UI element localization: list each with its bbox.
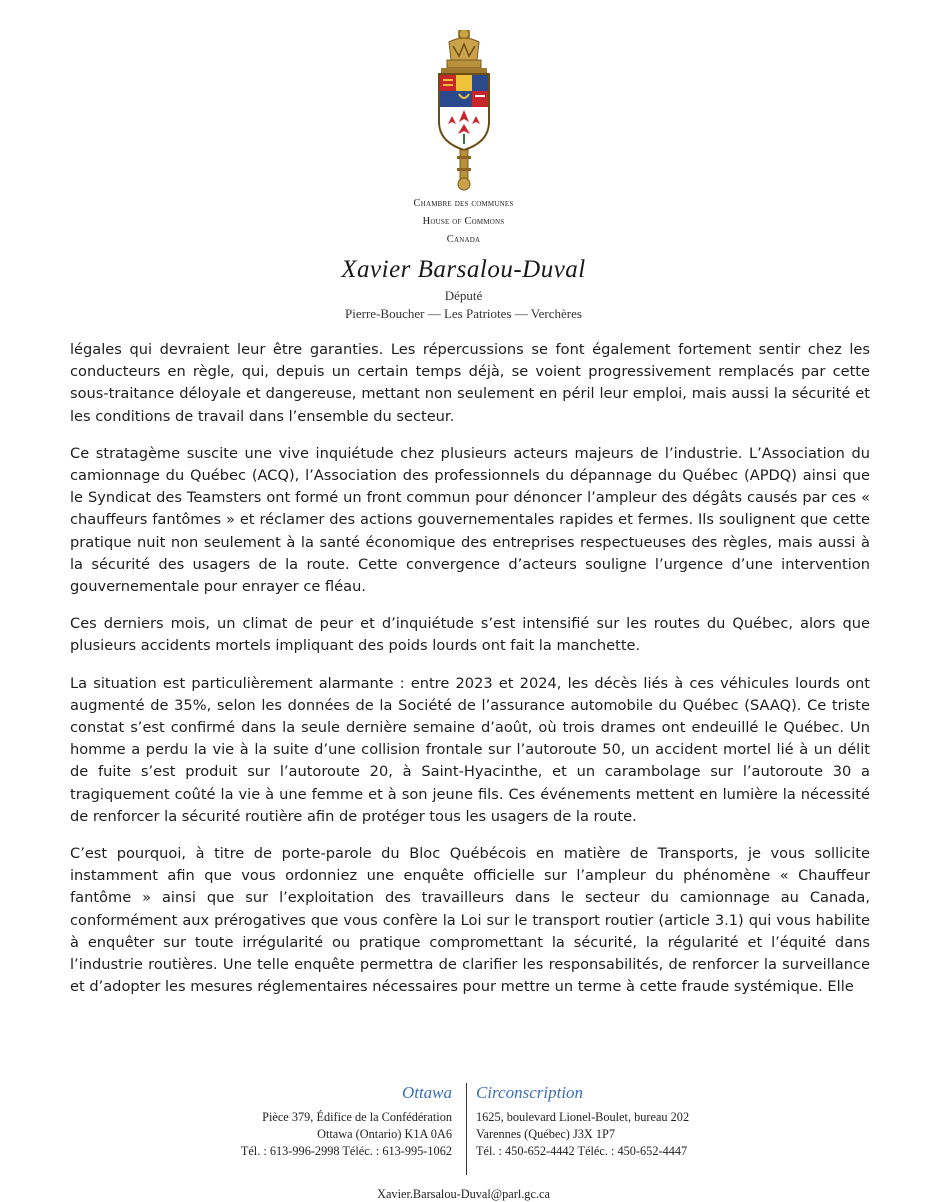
- institution-name-en: House of Commons: [422, 216, 505, 227]
- body-paragraph-4: La situation est particulièrement alarmante : entre 2023 et 2024, les décès liés à ces véhicules lourds ont augmenté de 35%, selon les données de la Société de l’assurance automobile du Québec (SAAQ). Ce triste constat s’est confirmé dans la seule dernière semaine d’août, où trois drames ont endeuillé le Québec. Un homme a perdu la vie à la suite d’une collision frontale sur l’autoroute 50, un accident mortel lié à un délit de fuite s’est produit sur l’autoroute 20, à Saint-Hyacinthe, et un carambolage sur l’autoroute 30 a tragiquement coûté la vie à une femme et à son jeune fils. Ces événements mettent en lumière la nécessité de renforcer la sécurité routière afin de protéger tous les usagers de la route.: [70, 674, 870, 825]
- ottawa-phones: Tél. : 613-996-2998 Téléc. : 613-995-1062: [240, 1144, 452, 1158]
- riding-phones: Tél. : 450-652-4442 Téléc. : 450-652-4447: [476, 1144, 688, 1158]
- footer-divider: [466, 1083, 467, 1175]
- letterhead: [0, 30, 927, 322]
- ottawa-address-line-2: Ottawa (Ontario) K1A 0A6: [317, 1127, 452, 1141]
- institution-name-fr: Chambre des communes: [413, 198, 514, 209]
- body-paragraph-3: Ces derniers mois, un climat de peur et d’inquiétude s’est intensifié sur les routes du Québec, alors que plusieurs accidents mortels impliquant des poids lourds ont fait la manchette.: [70, 615, 870, 655]
- riding-address-line-2: Varennes (Québec) J3X 1P7: [476, 1127, 615, 1141]
- email-address[interactable]: Xavier.Barsalou-Duval@parl.gc.ca: [377, 1187, 550, 1201]
- letter-body: [70, 339, 870, 1013]
- house-of-commons-mace-crest-icon: [419, 30, 509, 192]
- riding-address-line-1: 1625, boulevard Lionel-Boulet, bureau 202: [476, 1110, 690, 1124]
- riding-office-block: [476, 1083, 756, 1160]
- mp-role: Député: [444, 288, 483, 303]
- body-paragraph-2: Ce stratagème suscite une vive inquiétude chez plusieurs acteurs majeurs de l’industrie. L’Association du camionnage du Québec (ACQ), l’Association des professionnels du dépannage du Québec (APDQ) ainsi que le Syndicat des Teamsters ont formé un front commun pour dénoncer l’ampleur des dégâts causés par ces « chauffeurs fantômes » et réclamer des actions gouvernementales rapides et fermes. Ils soulignent que cette pratique nuit non seulement à la santé économique des entreprises respectueuses des règles, mais aussi à la sécurité des usagers de la route. Cette convergence d’acteurs souligne l’urgence d’une intervention gouvernementale pour enrayer ce fléau.: [70, 444, 870, 596]
- mp-name-signature: Xavier Barsalou-Duval: [341, 256, 586, 283]
- mp-riding: Pierre-Boucher — Les Patriotes — Verchères: [345, 306, 582, 321]
- ottawa-office-block: [190, 1083, 452, 1160]
- riding-office-heading: Circonscription: [476, 1083, 584, 1102]
- institution-country: Canada: [446, 234, 481, 245]
- body-paragraph-5: C’est pourquoi, à titre de porte-parole du Bloc Québécois en matière de Transports, je vous sollicite instamment afin que vous ordonniez une enquête officielle sur l’ampleur du phénomène « Chauffeur fantôme » ainsi que sur l’exploitation des travailleurs dans le secteur du camionnage au Canada, conformément aux prérogatives que vous confère la Loi sur le transport routier (article 3.1) qui vous habilite à enquêter sur toute irrégularité ou pratique compromettant la sécurité, la régularité et l’équité dans l’industrie routières. Une telle enquête permettra de clarifier les responsabilités, de renforcer la surveillance et d’adopter les mesures réglementaires nécessaires pour mettre un terme à cette fraude systémique. Elle: [70, 845, 870, 996]
- body-paragraph-1: légales qui devraient leur être garanties. Les répercussions se font également fortement sentir chez les conducteurs en règle, qui, depuis un certain temps déjà, se voient progressivement remplacés par cette sous-traitance déloyale et dangereuse, mettant non seulement en péril leur emploi, mais aussi la sécurité et les conditions de travail dans l’ensemble du secteur.: [70, 341, 870, 425]
- ottawa-address-line-1: Pièce 379, Édifice de la Confédération: [262, 1110, 452, 1124]
- ottawa-heading: Ottawa: [401, 1083, 452, 1102]
